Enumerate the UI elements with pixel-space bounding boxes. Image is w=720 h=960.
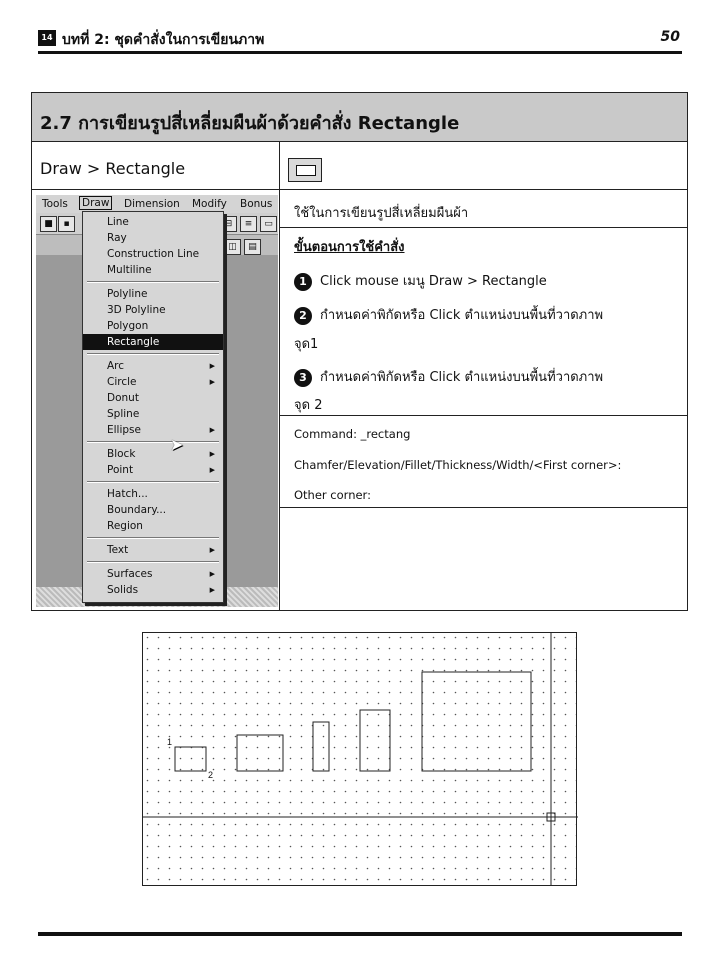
step-text: กำหนดค่าพิกัดหรือ Click ตำแหน่งบนพื้นที่วาดภาพ [320,370,604,385]
menu-bonus[interactable]: Bonus [240,198,273,210]
menu-item-label: Text [107,544,129,556]
menu-item-construction-line[interactable]: Construction Line [107,248,200,260]
menu-item-multiline[interactable]: Multiline [107,264,152,276]
submenu-arrow-icon: ▶ [209,586,215,594]
menu-item-line[interactable]: Line [107,216,129,228]
menu-item-label: Circle [107,376,137,388]
page-header [38,28,684,50]
menu-dimension[interactable]: Dimension [124,198,180,210]
step-number: 1 [294,273,312,291]
menu-item-block[interactable] [83,446,223,462]
menu-item-label: Point [107,464,134,476]
header-rule [38,51,682,54]
section-title-bar [32,93,687,142]
menu-separator [87,481,219,483]
step-number: 2 [294,307,312,325]
step-2-continuation: จุด1 [294,337,319,352]
command-prompt: Other corner: [294,488,371,502]
command-prompt: Chamfer/Elevation/Fillet/Thickness/Width/<First corner>: [294,458,622,472]
section-table [31,92,688,611]
menu-separator [87,353,219,355]
submenu-arrow-icon: ▶ [209,450,215,458]
menu-modify[interactable]: Modify [192,198,227,210]
submenu-arrow-icon: ▶ [209,426,215,434]
command-path: Draw > Rectangle [40,159,186,178]
submenu-arrow-icon: ▶ [209,570,215,578]
menu-item-label: Block [107,448,136,460]
menu-item-region[interactable]: Region [107,520,143,532]
submenu-arrow-icon: ▶ [209,546,215,554]
rectangle-tool-icon[interactable] [288,158,322,182]
menu-item-solids[interactable] [83,582,223,598]
submenu-arrow-icon: ▶ [209,466,215,474]
step-3 [294,366,603,387]
mouse-pointer-icon: ➤ [170,435,184,454]
step-1 [294,270,547,291]
menu-item-polygon[interactable]: Polygon [107,320,149,332]
menu-item-rectangle[interactable]: Rectangle [83,334,223,350]
menu-tools[interactable]: Tools [42,198,68,210]
menu-item-3d-polyline[interactable]: 3D Polyline [107,304,166,316]
submenu-arrow-icon: ▶ [209,378,215,386]
row-divider [32,189,279,190]
point-label-2: 2 [208,770,214,780]
draw-menu-dropdown [82,211,224,603]
step-3-continuation: จุด 2 [294,398,323,413]
menu-separator [87,441,219,443]
toolbar-button[interactable]: ≡ [240,216,257,232]
menu-item-surfaces[interactable] [83,566,223,582]
toolbar-button[interactable]: ▭ [260,216,277,232]
command-description: ใช้ในการเขียนรูปสี่เหลี่ยมผืนผ้า [294,206,469,221]
toolbar-button[interactable]: ■ [40,216,57,232]
point-label-1: 1 [167,737,173,747]
menu-draw[interactable]: Draw [79,196,112,210]
menu-item-label: Solids [107,584,139,596]
row-divider [280,507,687,508]
section-title: 2.7 การเขียนรูปสี่เหลี่ยมผืนผ้าด้วยคำสั่ง Rectangle [40,113,460,134]
step-text: Click mouse เมนู Draw > Rectangle [320,274,547,289]
menu-separator [87,537,219,539]
row-divider [280,415,687,416]
row-divider [280,189,687,190]
row-divider [280,227,687,228]
example-drawing [142,632,578,886]
menu-item-polyline[interactable]: Polyline [107,288,148,300]
step-number: 3 [294,369,312,387]
submenu-arrow-icon: ▶ [209,362,215,370]
menu-item-ellipse[interactable] [83,422,223,438]
menu-item-arc[interactable] [83,358,223,374]
menu-item-label: Surfaces [107,568,153,580]
step-text: กำหนดค่าพิกัดหรือ Click ตำแหน่งบนพื้นที่วาดภาพ [320,308,604,323]
menu-item-text[interactable] [83,542,223,558]
menu-separator [87,281,219,283]
menu-item-donut[interactable]: Donut [107,392,139,404]
page-number: 50 [660,29,680,45]
menu-screenshot [36,195,278,607]
steps-heading: ขั้นตอนการใช้คำสั่ง [294,240,405,255]
menu-item-label: Ellipse [107,424,141,436]
menu-item-point[interactable] [83,462,223,478]
footer-rule [38,932,682,936]
menu-separator [87,561,219,563]
toolbar-button[interactable]: ▪ [58,216,75,232]
column-divider [279,142,280,611]
chapter-title: บทที่ 2: ชุดคำสั่งในการเขียนภาพ [62,32,265,48]
menu-item-spline[interactable]: Spline [107,408,140,420]
step-2 [294,304,603,325]
menu-item-hatch[interactable]: Hatch... [107,488,148,500]
command-prompt: Command: _rectang [294,427,411,441]
menu-item-boundary[interactable]: Boundary... [107,504,167,516]
menu-item-label: Arc [107,360,125,372]
toolbar-button[interactable]: ▤ [244,239,261,255]
chapter-icon: 14 [38,30,56,46]
menu-item-circle[interactable] [83,374,223,390]
toolbar-button[interactable]: ◫ [224,239,241,255]
menu-item-ray[interactable]: Ray [107,232,127,244]
toolbar-button[interactable]: ⊟ [220,216,237,232]
